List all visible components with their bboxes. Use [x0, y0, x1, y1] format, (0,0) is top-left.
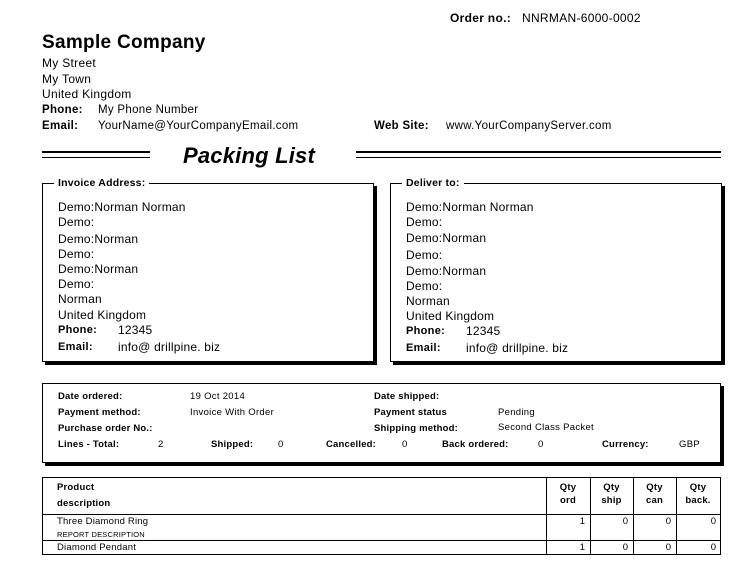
deliver-address-line: Demo:Norman: [406, 231, 487, 245]
invoice-address-line: United Kingdom: [58, 308, 147, 322]
backordered-count: 0: [538, 439, 544, 450]
lines-total: 2: [158, 439, 164, 450]
order-number: NNRMAN-6000-0002: [522, 11, 641, 25]
header-divider: [43, 514, 720, 515]
invoice-address-line: Demo:: [58, 277, 95, 291]
row-product: Three Diamond Ring: [57, 516, 149, 527]
shipping-method-label: Shipping method:: [374, 423, 458, 434]
payment-status-label: Payment status: [374, 407, 448, 418]
lines-total-label: Lines - Total:: [58, 439, 120, 450]
company-name: Sample Company: [42, 32, 206, 53]
payment-status: Pending: [498, 407, 535, 418]
header-description: description: [57, 498, 111, 509]
invoice-address-line: Norman: [58, 292, 102, 306]
document-title: Packing List: [183, 143, 315, 168]
date-ordered-label: Date ordered:: [58, 391, 123, 402]
title-rule-left-top: [42, 151, 150, 153]
title-rule-left-bottom: [42, 157, 150, 158]
purchase-order-label: Purchase order No.:: [58, 423, 153, 434]
row-qty-back: 0: [710, 542, 716, 553]
deliver-address-line: Norman: [406, 294, 450, 308]
deliver-phone: 12345: [466, 324, 501, 338]
header-qty-back: Qty: [689, 482, 707, 493]
company-email-label: Email:: [42, 120, 79, 132]
cancelled-count: 0: [402, 439, 408, 450]
items-table: [42, 477, 721, 555]
header-product: Product: [57, 482, 95, 493]
payment-method-label: Payment method:: [58, 407, 141, 418]
date-shipped-label: Date shipped:: [374, 391, 440, 402]
title-rule-right-bottom: [356, 157, 721, 158]
invoice-address-line: Demo:Norman: [58, 232, 139, 246]
invoice-phone: 12345: [118, 323, 153, 337]
title-rule-right-top: [356, 151, 721, 153]
currency: GBP: [679, 439, 700, 450]
deliver-address-line: Demo:Norman: [406, 264, 487, 278]
invoice-address-line: Demo:Norman: [58, 262, 139, 276]
invoice-email: info@ drillpine. biz: [118, 340, 221, 354]
row-qty-ord: 1: [579, 542, 585, 553]
deliver-email-label: Email:: [406, 342, 441, 354]
deliver-to-legend: Deliver to:: [402, 177, 464, 189]
invoice-address-line: Demo:Norman Norman: [58, 200, 186, 214]
shipped-count: 0: [278, 439, 284, 450]
order-number-label: Order no.:: [450, 11, 512, 25]
cancelled-label: Cancelled:: [326, 439, 377, 450]
row-divider: [43, 540, 720, 541]
company-street: My Street: [42, 56, 97, 70]
company-web: www.YourCompanyServer.com: [446, 120, 612, 132]
deliver-address-line: United Kingdom: [406, 309, 495, 323]
company-town: My Town: [42, 72, 92, 86]
company-web-label: Web Site:: [374, 120, 429, 132]
row-qty-can: 0: [665, 542, 671, 553]
deliver-address-line: Demo:Norman Norman: [406, 200, 534, 214]
deliver-email: info@ drillpine. biz: [466, 341, 569, 355]
header-qty-ord-sub: ord: [560, 495, 576, 506]
row-product: Diamond Pendant: [57, 542, 137, 553]
payment-method: Invoice With Order: [190, 407, 275, 418]
header-qty-can-sub: can: [646, 495, 663, 506]
header-qty-can: Qty: [646, 482, 663, 493]
row-description: REPORT DESCRIPTION: [57, 530, 145, 539]
row-qty-ship: 0: [622, 542, 628, 553]
date-ordered: 19 Oct 2014: [190, 391, 246, 402]
deliver-address-line: Demo:: [406, 279, 443, 293]
deliver-address-line: Demo:: [406, 248, 443, 262]
row-qty-ship: 0: [622, 516, 628, 527]
company-country: United Kingdom: [42, 87, 132, 101]
invoice-address-line: Demo:: [58, 215, 95, 229]
company-phone-label: Phone:: [42, 104, 83, 116]
invoice-phone-label: Phone:: [58, 324, 98, 336]
company-phone: My Phone Number: [98, 104, 199, 116]
row-qty-can: 0: [665, 516, 671, 527]
deliver-phone-label: Phone:: [406, 325, 446, 337]
row-qty-back: 0: [710, 516, 716, 527]
backordered-label: Back ordered:: [442, 439, 509, 450]
deliver-address-line: Demo:: [406, 215, 443, 229]
header-qty-ord: Qty: [559, 482, 577, 493]
invoice-address-legend: Invoice Address:: [54, 177, 149, 189]
currency-label: Currency:: [602, 439, 649, 450]
header-qty-back-sub: back.: [685, 495, 711, 506]
header-qty-ship-sub: ship: [601, 495, 622, 506]
company-email: YourName@YourCompanyEmail.com: [98, 120, 299, 132]
row-qty-ord: 1: [579, 516, 585, 527]
invoice-address-line: Demo:: [58, 247, 95, 261]
shipping-method: Second Class Packet: [498, 422, 594, 433]
header-qty-ship: Qty: [603, 482, 620, 493]
shipped-label: Shipped:: [211, 439, 254, 450]
invoice-email-label: Email:: [58, 341, 93, 353]
